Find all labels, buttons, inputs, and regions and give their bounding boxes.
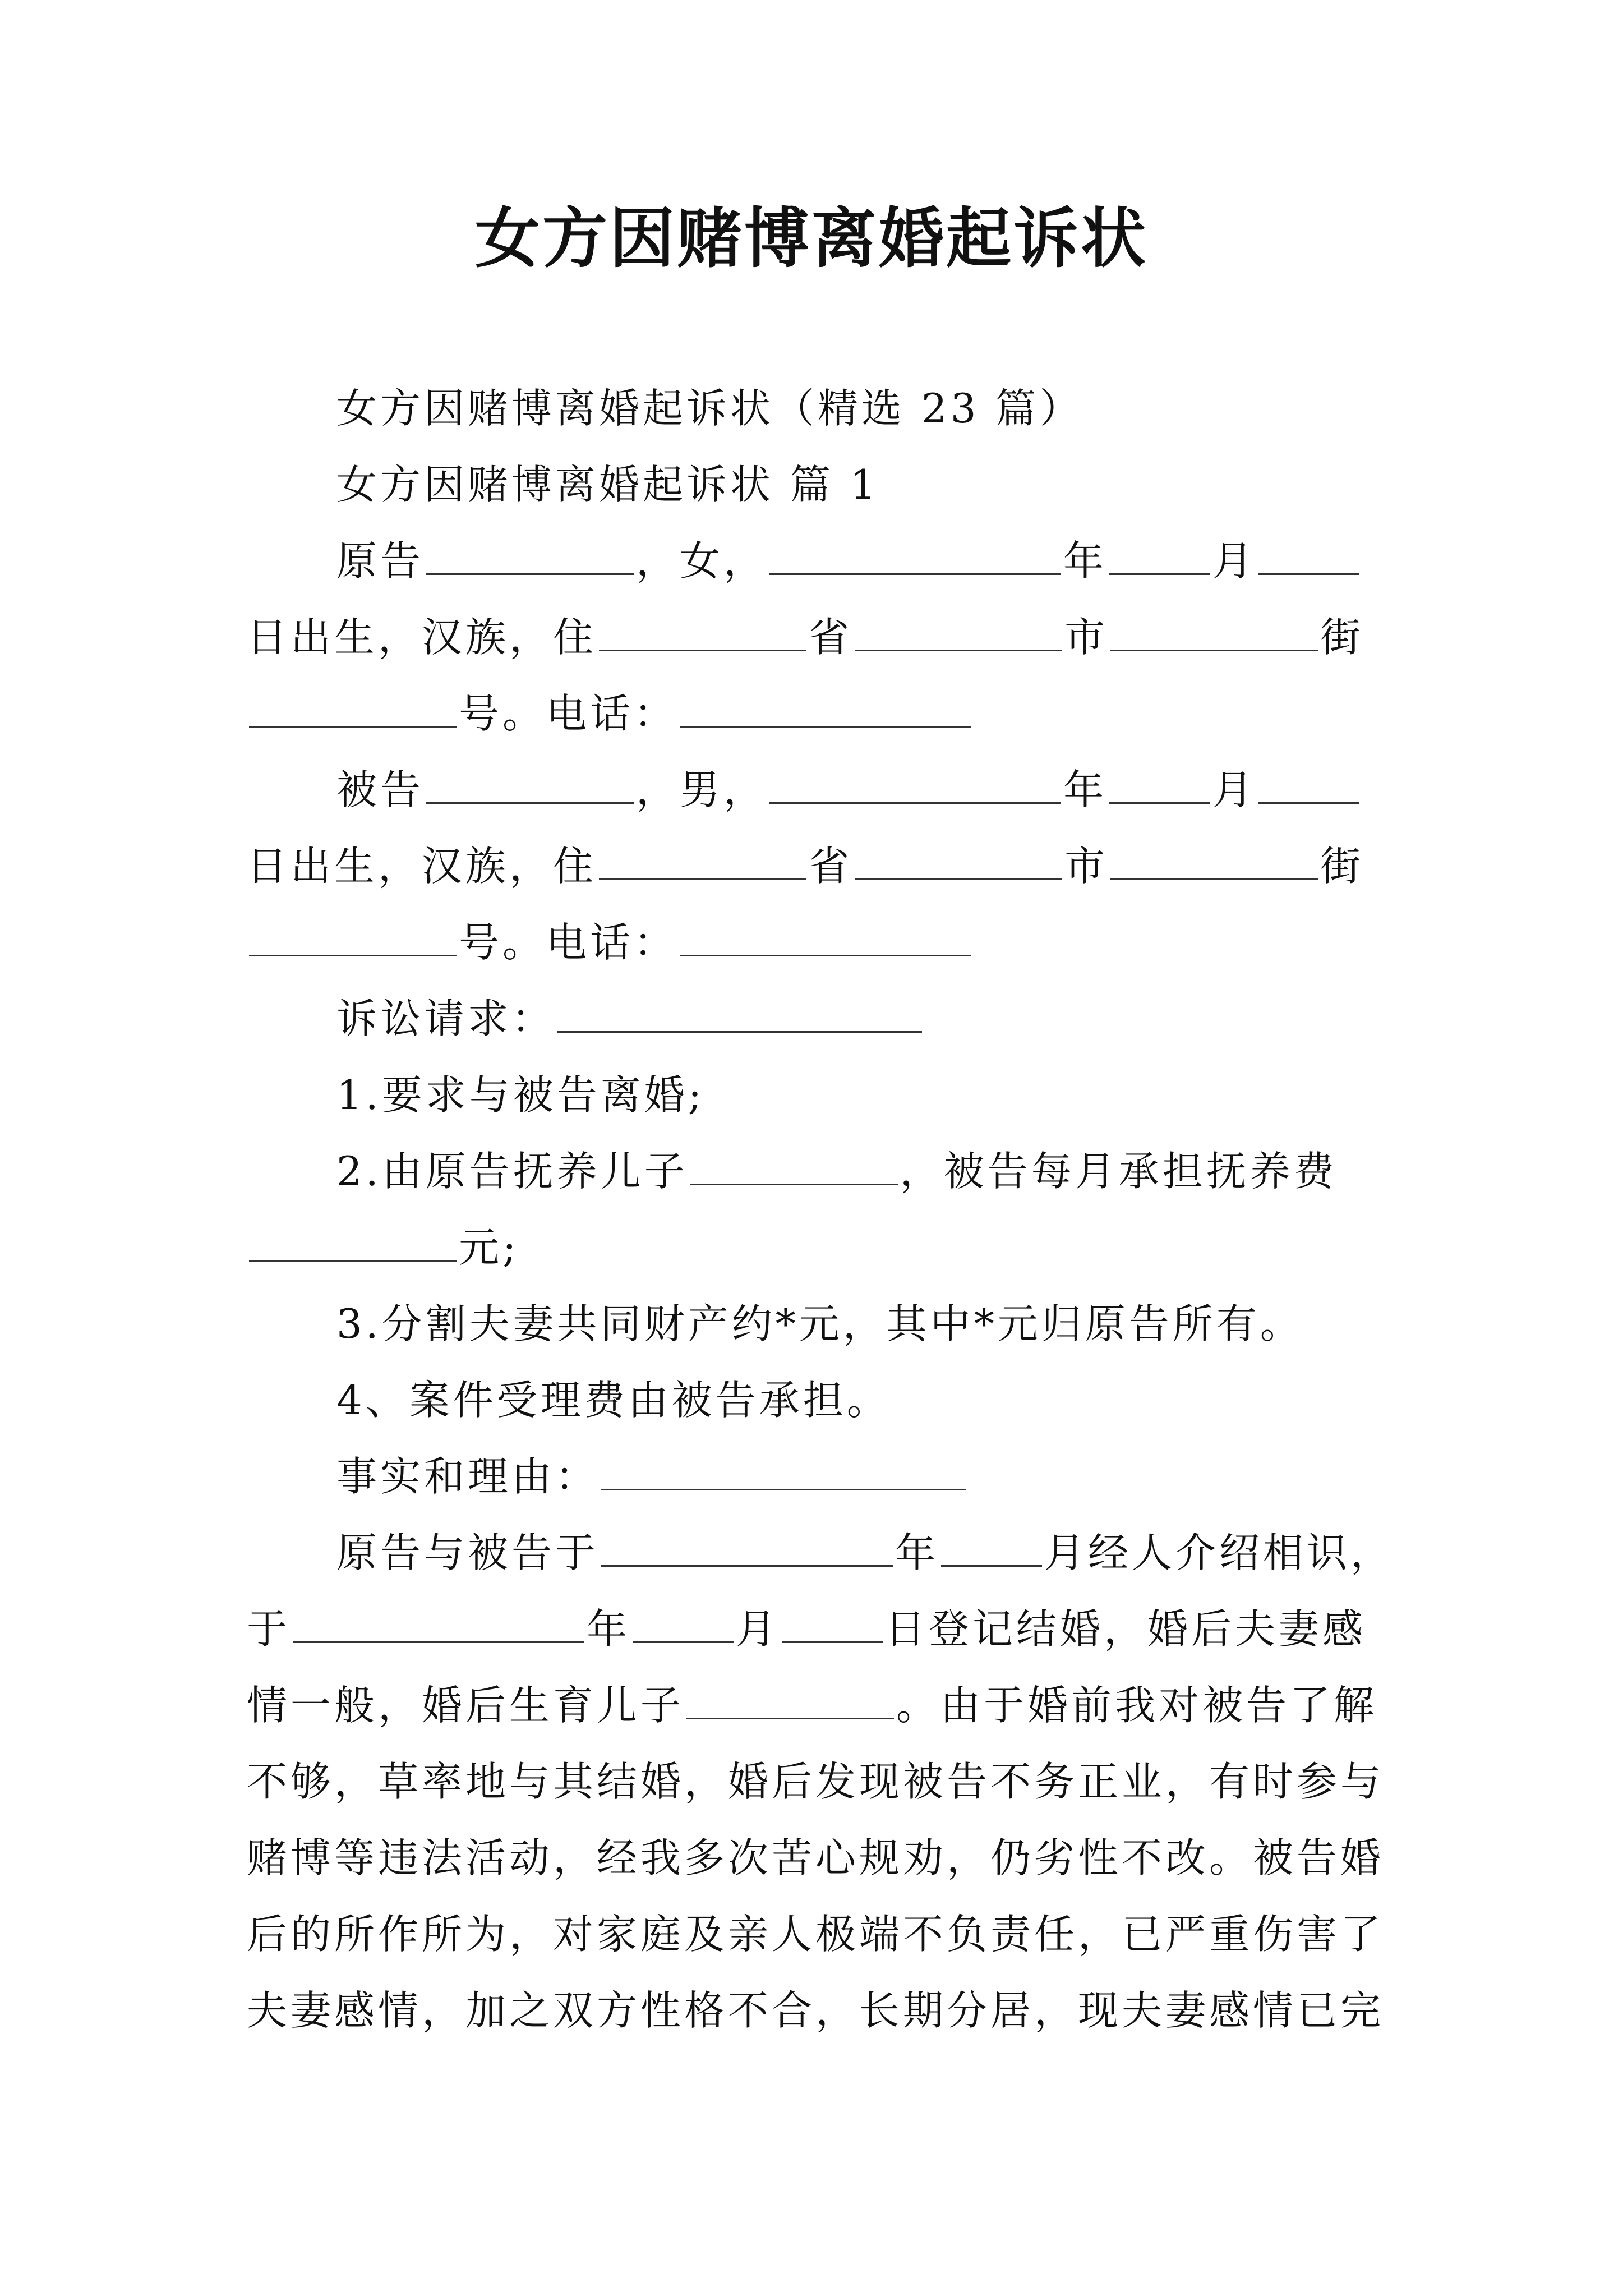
plaintiff-phone-blank <box>680 692 971 728</box>
claim-4: 4、案件受理费由被告承担。 <box>336 1377 891 1424</box>
defendant-label: 被告 <box>336 766 425 813</box>
facts-p1 <box>247 1515 1395 1591</box>
facts-son-blank <box>686 1684 894 1719</box>
claim-2-part-c: 元; <box>459 1224 520 1271</box>
defendant-year-label: 年 <box>1063 766 1108 813</box>
facts-p3-a: 情一般，婚后生育儿子 <box>247 1682 685 1729</box>
facts-p2-a: 于 <box>247 1605 291 1653</box>
defendant-line-1 <box>247 752 1380 828</box>
defendant-number-phone: 号。电话： <box>459 919 678 966</box>
plaintiff-month-label: 月 <box>1212 537 1257 585</box>
facts-p6: 后的所作所为，对家庭及亲人极端不负责任，已严重伤害了 <box>247 1911 1385 1958</box>
facts-p2-c: 月 <box>736 1605 780 1653</box>
plaintiff-year-blank <box>769 540 1061 575</box>
facts-p3-b: 。由于婚前我对被告了解 <box>896 1682 1378 1729</box>
defendant-province-label: 省 <box>809 843 853 890</box>
defendant-month-blank <box>1109 769 1210 804</box>
document-title: 女方因赌博离婚起诉状 <box>475 200 1148 277</box>
plaintiff-born-address: 日出生，汉族，住 <box>247 614 597 661</box>
defendant-phone-blank <box>680 921 971 956</box>
defendant-province-blank <box>599 845 806 880</box>
plaintiff-city-blank <box>855 616 1062 651</box>
defendant-line-2 <box>247 828 1380 904</box>
plaintiff-line-3 <box>247 675 1380 752</box>
plaintiff-line-2 <box>247 599 1380 675</box>
claim-3: 3.分割夫妻共同财产约*元，其中*元归原告所有。 <box>336 1300 1304 1347</box>
meet-year-blank <box>601 1531 893 1567</box>
facts-p3 <box>247 1667 1380 1743</box>
defendant-name-blank <box>426 769 634 804</box>
facts-p2-d: 日登记结婚，婚后夫妻感 <box>885 1605 1367 1653</box>
defendant-year-blank <box>769 769 1061 804</box>
defendant-born-address: 日出生，汉族，住 <box>247 843 597 890</box>
claim-2-part-a: 2.由原告抚养儿子 <box>336 1148 688 1195</box>
claim-1: 1.要求与被告离婚; <box>336 1071 705 1119</box>
document-subtitle: 女方因赌博离婚起诉状（精选 23 篇） <box>336 385 1083 432</box>
plaintiff-province-blank <box>599 616 806 651</box>
plaintiff-name-blank <box>426 540 634 575</box>
plaintiff-province-label: 省 <box>809 614 853 661</box>
claims-label: 诉讼请求： <box>336 995 556 1042</box>
section-heading: 女方因赌博离婚起诉状 篇 1 <box>336 461 879 508</box>
son-name-blank <box>690 1150 898 1185</box>
facts-line <box>247 1438 1380 1515</box>
facts-p4: 不够，草率地与其结婚，婚后发现被告不务正业，有时参与 <box>247 1758 1385 1805</box>
defendant-month-label: 月 <box>1212 766 1257 813</box>
defendant-day-blank <box>1258 769 1359 804</box>
plaintiff-street-blank <box>1110 616 1318 651</box>
support-amount-blank <box>249 1226 457 1262</box>
defendant-city-blank <box>855 845 1062 880</box>
plaintiff-label: 原告 <box>336 537 425 585</box>
claim-2-line-2 <box>247 1209 1380 1286</box>
defendant-number-blank <box>249 921 457 956</box>
facts-p1-b: 年 <box>895 1529 939 1576</box>
document-body <box>247 370 1395 2049</box>
claim-2-part-b: ，被告每月承担抚养费 <box>900 1148 1338 1195</box>
plaintiff-year-label: 年 <box>1063 537 1108 585</box>
plaintiff-line-1 <box>247 523 1380 599</box>
facts-p5: 赌博等违法活动，经我多次苦心规劝，仍劣性不改。被告婚 <box>247 1834 1385 1881</box>
claim-2-line-1 <box>247 1133 1380 1209</box>
plaintiff-sex: ，女， <box>636 537 768 585</box>
claims-blank <box>557 997 922 1033</box>
plaintiff-number-phone: 号。电话： <box>459 690 678 737</box>
facts-p2 <box>247 1591 1380 1667</box>
plaintiff-city-label: 市 <box>1064 614 1109 661</box>
meet-month-blank <box>941 1531 1042 1567</box>
defendant-street-label: 街 <box>1320 843 1364 890</box>
plaintiff-number-blank <box>249 692 457 728</box>
plaintiff-street-label: 街 <box>1320 614 1364 661</box>
marry-month-blank <box>633 1608 734 1643</box>
facts-blank <box>601 1455 966 1490</box>
marry-day-blank <box>782 1608 883 1643</box>
facts-p1-a: 原告与被告于 <box>336 1529 600 1576</box>
plaintiff-month-blank <box>1109 540 1210 575</box>
claims-line <box>247 981 1380 1057</box>
defendant-sex: ，男， <box>636 766 768 813</box>
marry-year-blank <box>293 1608 584 1643</box>
defendant-city-label: 市 <box>1064 843 1109 890</box>
defendant-street-blank <box>1110 845 1318 880</box>
facts-p1-c: 月经人介绍相识， <box>1044 1529 1395 1576</box>
defendant-line-3 <box>247 904 1380 981</box>
plaintiff-day-blank <box>1258 540 1359 575</box>
facts-p7: 夫妻感情，加之双方性格不合，长期分居，现夫妻感情已完 <box>247 1987 1385 2034</box>
facts-p2-b: 年 <box>587 1605 631 1653</box>
facts-label: 事实和理由： <box>336 1453 600 1500</box>
